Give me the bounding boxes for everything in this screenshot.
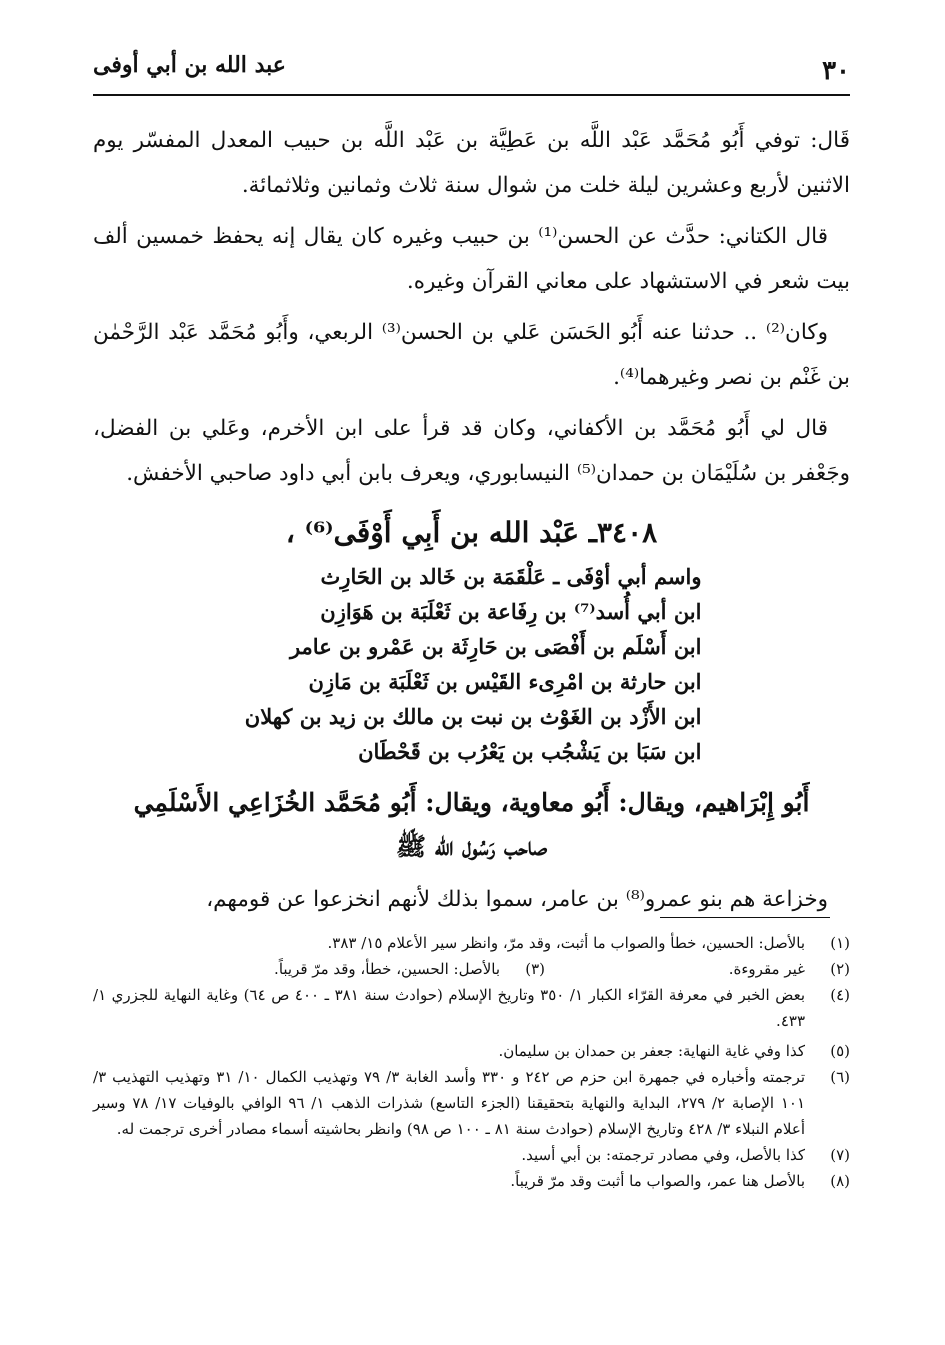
footnote-rule bbox=[660, 917, 830, 918]
page-header bbox=[93, 40, 850, 98]
footnote bbox=[93, 982, 850, 1034]
footnote-number: (٧) bbox=[830, 1146, 850, 1164]
footnote bbox=[93, 930, 850, 956]
paragraph-death-date: قَال: توفي أَبُو مُحَمَّد عَبْد اللَّه بن عَطِيَّة بن عَبْد اللَّه بن حبيب المعدل المفسّر يوم الاثنين لأربع وعشرين ليلة خلت من شوال سنة ثلاث وثمانين وثلاثمائة. bbox=[93, 128, 850, 198]
entry-title: ٣٤٠٨ـ عَبْد الله بن أَبِي أَوْفَى⁽⁶⁾ ، bbox=[285, 516, 658, 549]
main-text bbox=[93, 118, 850, 928]
footnote-text: كذا بالأصل، وفي مصادر ترجمته: بن أبي أسيد. bbox=[521, 1146, 805, 1164]
footnote bbox=[93, 1168, 850, 1194]
footnote-text: ترجمته وأخباره في جمهرة ابن حزم ص ٢٤٢ و ٣٣٠ وأسد الغابة ٣/ ٧٩ وتهذيب الكمال ١٠/ ٣١ وتهذيب التهذيب ٣/ ١٠١ الإصابة ٢/ ٢٧٩، البداية والنهاية بتحقيقنا (الجزء التاسع) شذرات الذهب ١/ ٩٦ الوافي بالوفيات ١٧/ ٧٨ وسير أعلام النبلاء ٣/ ٤٢٨ وتاريخ الإسلام (حوادث سنة ٨١ ـ ١٠٠ ص ٩٨) وانظر بحاشيته أسماء مصادر أخرى ترجمت له. bbox=[93, 1068, 806, 1138]
paragraph-khuzaa: وخزاعة هم بنو عمرو⁽⁸⁾ بن عامر، سموا بذلك لأنهم انخزعوا عن قومهم، bbox=[206, 887, 828, 912]
footnote-text: بالأصل هنا عمر، والصواب ما أثبت وقد مرّ قريباً. bbox=[510, 1172, 805, 1190]
lineage-line: ابن أَسْلَم بن أَفْصَى بن حَارِثَة بن عَمْرو بن عامر bbox=[289, 634, 702, 659]
footnote-number: (١) bbox=[830, 934, 850, 952]
footnote-number: (٥) bbox=[830, 1042, 850, 1060]
kunya-line: أَبُو إِبْرَاهيم، ويقال: أَبُو معاوية، ويقال: أَبُو مُحَمَّد الخُزَاعِي الأَسْلَمِي bbox=[133, 788, 810, 817]
footnote bbox=[93, 1038, 850, 1064]
lineage-line: ابن الأَزْد بن الغَوْث بن نبت بن مالك بن زيد بن كهلان bbox=[244, 704, 702, 729]
footnote bbox=[93, 1064, 850, 1142]
paragraph-narrators: وكان⁽²⁾ .. حدثنا عنه أَبُو الحَسَن عَلي بن الحسن⁽³⁾ الربعي، وأَبُو مُحَمَّد عَبْد الرَّحْمٰن بن غَنْم بن نصر وغيرهما⁽⁴⁾. bbox=[93, 320, 850, 390]
header-rule bbox=[93, 94, 850, 96]
footnote-text: بالأصل: الحسين، خطأ والصواب ما أثبت، وقد مرّ، وانظر سير الأعلام ١٥/ ٣٨٣. bbox=[327, 934, 805, 952]
page-number: ٣٠ bbox=[822, 56, 850, 86]
paragraph-kattani: قال الكتاني: حدَّث عن الحسن⁽¹⁾ بن حبيب وغيره كان يقال إنه يحفظ خمسين ألف بيت شعر في الاستشهاد على معاني القرآن وغيره. bbox=[93, 224, 850, 294]
footnote-text: غير مقروءة. bbox=[728, 960, 805, 978]
footnote bbox=[93, 956, 850, 982]
lineage-line: ابن سَبَا بن يَشْجُب بن يَعْرُب بن قَحْطَان bbox=[358, 739, 702, 764]
lineage-block bbox=[242, 559, 702, 769]
companion-line: صاحب رَسُول الله ﷺ bbox=[395, 832, 548, 861]
lineage-line: ابن حارثة بن امْرِىء القَيْس بن ثَعْلَبَة بن مَازِن bbox=[308, 669, 702, 694]
footnote bbox=[93, 1142, 850, 1168]
footnotes bbox=[93, 930, 850, 1194]
footnote-text: بالأصل: الحسين، خطأ، وقد مرّ قريباً. bbox=[274, 960, 500, 978]
footnote-text: كذا وفي غاية النهاية: جعفر بن حمدان بن سليمان. bbox=[498, 1042, 805, 1060]
running-title: عبد الله بن أبي أوفى bbox=[93, 52, 286, 78]
lineage-line: واسم أبي أوْفَى ـ عَلْقَمَة بن خَالد بن الحَارِث bbox=[320, 564, 702, 589]
lineage-line: ابن أبي أُسد⁽⁷⁾ بن رِفَاعة بن ثَعْلَبَة بن هَوَازِن bbox=[320, 599, 702, 624]
footnote-text: بعض الخبر في معرفة القرّاء الكبار ١/ ٣٥٠ وتاريخ الإسلام (حوادث سنة ٣٨١ ـ ٤٠٠ ص ٦٤) وغاية النهاية للجزري ١/ ٤٣٣. bbox=[93, 986, 806, 1030]
footnote-number: (٤) bbox=[830, 986, 850, 1004]
paragraph-akfani: قال لي أَبُو مُحَمَّد بن الأكفاني، وكان قد قرأ على ابن الأخرم، وعَلي بن الفضل، وجَعْفر بن سُلَيْمَان بن حمدان⁽⁵⁾ النيسابوري، ويعرف بابن أبي داود صاحبي الأخفش. bbox=[93, 416, 850, 486]
footnote-number: (٢) bbox=[830, 960, 850, 978]
footnote-number: (٨) bbox=[830, 1172, 850, 1190]
footnote-number: (٦) bbox=[830, 1068, 850, 1086]
footnote-number: (٣) bbox=[525, 960, 545, 978]
